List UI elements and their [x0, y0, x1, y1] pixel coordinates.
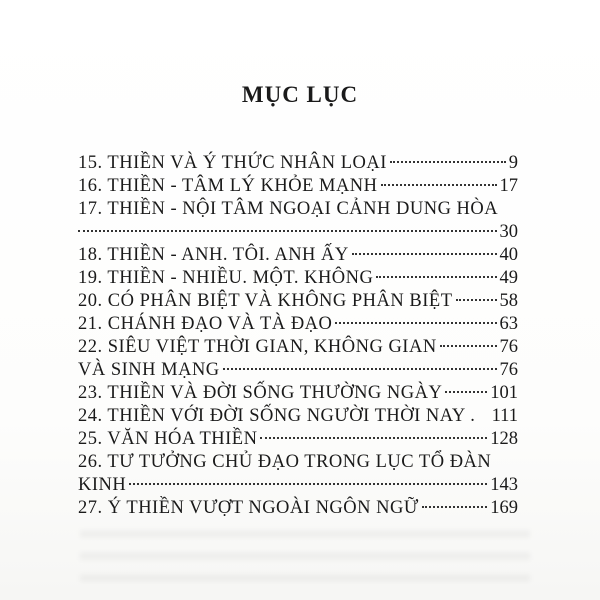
toc-entry — [78, 175, 518, 198]
bleed-through-shadow — [80, 530, 530, 590]
toc-entry-label: 18. THIỀN - ANH. TÔI. ANH ẤY — [78, 245, 349, 265]
toc-entry-label: 23. THIỀN VÀ ĐỜI SỐNG THƯỜNG NGÀY — [78, 383, 443, 403]
toc-entry-page: 9 — [508, 153, 518, 173]
toc-dot-leader — [260, 437, 487, 439]
toc-entry-page: 76 — [499, 360, 518, 380]
toc-dot-leader — [129, 483, 487, 485]
toc-entry-page: 58 — [499, 291, 518, 311]
toc-entry — [78, 244, 518, 267]
toc-entry-label: 27. Ý THIỀN VƯỢT NGOÀI NGÔN NGỮ — [78, 498, 419, 518]
toc-entry — [78, 198, 518, 221]
toc-entry-label: 24. THIỀN VỚI ĐỜI SỐNG NGƯỜI THỜI NAY . — [78, 406, 476, 426]
toc-dot-leader — [223, 368, 497, 370]
toc-dot-leader — [352, 253, 497, 255]
toc-entry-label: 26. TƯ TƯỞNG CHỦ ĐẠO TRONG LỤC TỔ ĐÀN — [78, 452, 492, 472]
toc-entry-label: 15. THIỀN VÀ Ý THỨC NHÂN LOẠI — [78, 153, 387, 173]
toc-dot-leader — [390, 161, 506, 163]
toc-dot-leader — [422, 506, 488, 508]
toc-entry-page: 128 — [490, 429, 518, 449]
toc-entry-label: KINH — [78, 475, 127, 495]
toc-entry — [78, 428, 518, 451]
toc-entry — [78, 267, 518, 290]
toc-dot-leader — [78, 230, 497, 232]
toc-entry-label: 20. CÓ PHÂN BIỆT VÀ KHÔNG PHÂN BIỆT — [78, 291, 453, 311]
toc-entry-page: 169 — [490, 498, 518, 518]
toc-entry-page: 76 — [499, 337, 518, 357]
toc-entry-continuation — [78, 221, 518, 244]
toc-entry-label: 25. VĂN HÓA THIỀN — [78, 429, 258, 449]
toc-dot-leader — [440, 345, 497, 347]
toc-entry-page: 63 — [499, 314, 518, 334]
toc-entry — [78, 336, 518, 359]
toc-entry-page: 40 — [499, 245, 518, 265]
toc-dot-leader — [445, 391, 487, 393]
toc-entry — [78, 290, 518, 313]
toc-entry — [78, 382, 518, 405]
toc-entry-label: 17. THIỀN - NỘI TÂM NGOẠI CẢNH DUNG HÒA — [78, 199, 499, 219]
toc-entry-page: 111 — [491, 406, 518, 426]
toc-entry — [78, 405, 518, 428]
toc-entry-continuation — [78, 474, 518, 497]
toc-entry-page: 30 — [499, 222, 518, 242]
page-title: MỤC LỤC — [241, 82, 359, 107]
toc-dot-leader — [456, 299, 497, 301]
toc-entry — [78, 497, 518, 520]
toc-entry-page: 17 — [499, 176, 518, 196]
toc-entry-label: 21. CHÁNH ĐẠO VÀ TÀ ĐẠO — [78, 314, 333, 334]
toc-entry-label: 19. THIỀN - NHIỀU. MỘT. KHÔNG — [78, 268, 374, 288]
toc-entry-label: 22. SIÊU VIỆT THỜI GIAN, KHÔNG GIAN — [78, 337, 437, 357]
toc-entry-label: 16. THIỀN - TÂM LÝ KHỎE MẠNH — [78, 176, 378, 196]
toc-entry — [78, 152, 518, 175]
toc-entry-label: VÀ SINH MẠNG — [78, 360, 220, 380]
toc-entry — [78, 313, 518, 336]
toc-entry-continuation — [78, 359, 518, 382]
toc-entry — [78, 451, 518, 474]
toc-entry-page: 101 — [490, 383, 518, 403]
toc-dot-leader — [381, 184, 497, 186]
toc-dot-leader — [335, 322, 496, 324]
toc-entry-page: 49 — [499, 268, 518, 288]
table-of-contents — [78, 152, 518, 520]
toc-dot-leader — [376, 276, 496, 278]
toc-dot-leader — [478, 414, 488, 416]
toc-entry-page: 143 — [490, 475, 518, 495]
